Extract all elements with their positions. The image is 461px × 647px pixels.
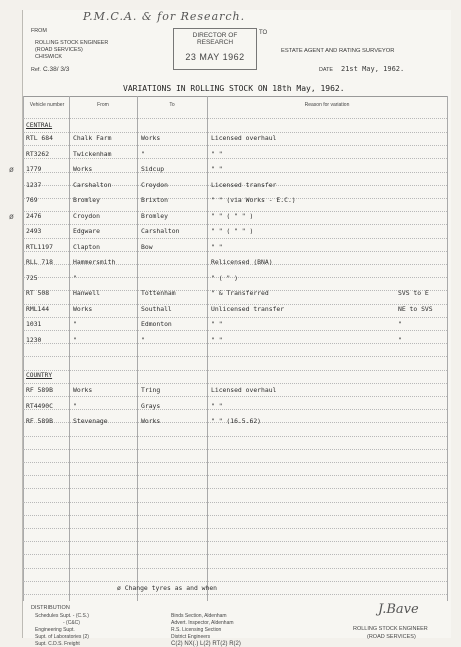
row-rule (23, 436, 447, 437)
cell-from: Bromley (73, 196, 100, 204)
cell-vehicle: RF 589B (26, 417, 53, 425)
signature: J.Bave (378, 602, 419, 617)
from-line-1: ROLLING STOCK ENGINEER (35, 40, 109, 46)
cell-from: Twickenham (73, 149, 112, 158)
cell-reason: " " (211, 165, 223, 173)
row-rule (23, 145, 447, 146)
page-title: VARIATIONS IN ROLLING STOCK ON 18th May, 1962. (123, 84, 345, 93)
row-rule (23, 541, 447, 542)
distribution-line-4: Supt. of Laboratories (2) (35, 634, 89, 640)
cell-from: Clapton (73, 242, 100, 251)
date-value: 21st May, 1962. (341, 65, 405, 73)
cell-mark: ø (9, 165, 14, 174)
row-rule (23, 224, 447, 225)
row-rule (23, 409, 447, 410)
row-rule (23, 502, 447, 503)
cell-from: Works (73, 304, 93, 313)
distribution-line-6: Binds Section, Aldenham (171, 613, 227, 619)
distribution-line-7: Advert. Inspector, Aldenham (171, 620, 234, 626)
cell-reason: " & Transferred (211, 289, 269, 297)
stamp-date: 23 MAY 1962 (185, 52, 245, 62)
cell-vehicle: 725 (26, 273, 38, 282)
cell-to: Edmonton (141, 320, 172, 328)
cell-vehicle: RT3262 (26, 149, 50, 158)
memo-page (9, 10, 451, 647)
distribution-codes: C(2) NX(.) L(2) RT(2) R(2) (171, 641, 241, 647)
cell-to: Southall (141, 304, 172, 313)
cell-reason: " " (211, 149, 223, 158)
received-stamp (173, 28, 257, 70)
cell-from: Croydon (73, 211, 100, 220)
row-rule (23, 317, 447, 318)
distribution-line-2: - (C&C) (63, 620, 80, 626)
row-rule (23, 330, 447, 331)
row-rule (23, 238, 447, 239)
cell-reason: " ( " ) (211, 273, 238, 282)
cell-vehicle: 2476 (26, 211, 42, 220)
cell-vehicle: 1230 (26, 335, 42, 344)
cell-to: " (141, 335, 145, 344)
column-header-vehicle: Vehicle number (29, 102, 65, 108)
distribution-line-5: Supt. C.D.S. Freight (35, 641, 80, 647)
cell-vehicle: 769 (26, 196, 38, 204)
cell-from: Hanwell (73, 289, 100, 297)
table-right-border (447, 96, 448, 601)
row-rule (23, 462, 447, 463)
cell-extra: NE to SVS (398, 304, 433, 313)
cell-from: Edgware (73, 227, 100, 235)
cell-from: " (73, 320, 77, 328)
distribution-label: DISTRIBUTION (31, 605, 70, 611)
cell-to: Works (141, 134, 161, 142)
row-rule (23, 251, 447, 252)
section-country: COUNTRY (26, 372, 53, 379)
cell-vehicle: RF 589B (26, 386, 53, 394)
cell-to: Croydon (141, 180, 168, 189)
cell-extra: " (398, 335, 402, 344)
column-header-from: From (97, 102, 109, 108)
cell-reason: " " (211, 242, 223, 251)
cell-vehicle: RML144 (26, 304, 50, 313)
cell-to: Bromley (141, 211, 168, 220)
stamp-line-2: RESEARCH (196, 39, 234, 46)
cell-reason: " " ( " " ) (211, 211, 254, 220)
row-rule (23, 581, 447, 582)
cell-reason: " " (16.5.62) (211, 417, 262, 425)
cell-reason: Relicensed (BNA) (211, 258, 273, 266)
row-rule (23, 396, 447, 397)
cell-mark: ø (9, 211, 14, 221)
cell-from: Works (73, 386, 93, 394)
footnote: ø Change tyres as and when (117, 584, 218, 592)
cell-vehicle: 2493 (26, 227, 42, 235)
row-rule (23, 475, 447, 476)
cell-to: Works (141, 417, 161, 425)
row-rule (23, 449, 447, 450)
cell-to: Grays (141, 401, 161, 410)
cell-extra: " (398, 320, 402, 328)
ref-value: C.38/ 3/3 (43, 66, 70, 73)
row-rule (23, 594, 447, 595)
cell-from: Chalk Farm (73, 134, 112, 142)
cell-vehicle: RT 508 (26, 289, 50, 297)
from-label: FROM (31, 28, 47, 34)
signatory-line-1: ROLLING STOCK ENGINEER (353, 626, 428, 632)
cell-to: Tottenham (141, 289, 176, 297)
row-rule (23, 132, 447, 133)
row-rule (23, 515, 447, 516)
row-rule (23, 528, 447, 529)
cell-reason: Unlicensed transfer (211, 304, 285, 313)
cell-to: Carshalton (141, 227, 180, 235)
cell-vehicle: 1237 (26, 180, 42, 189)
cell-to: Brixton (141, 196, 168, 204)
cell-extra: SVS to E (398, 289, 429, 297)
cell-reason: Licensed overhaul (211, 386, 277, 394)
cell-reason: " " (211, 320, 223, 328)
cell-vehicle: RTL 684 (26, 134, 53, 142)
distribution-line-1: Schedules Supt. - (C.S.) (35, 613, 89, 619)
from-line-3: CHISWICK (35, 54, 62, 60)
cell-to: Tring (141, 386, 161, 394)
cell-from: " (73, 335, 77, 344)
stamp-line-1: DIRECTOR OF (192, 32, 238, 39)
row-rule (23, 383, 447, 384)
to-label: TO (259, 30, 268, 36)
section-central: CENTRAL (26, 122, 53, 129)
cell-to: Sidcup (141, 165, 165, 173)
cell-reason: " " ( " " ) (211, 227, 254, 235)
cell-from: Works (73, 165, 93, 173)
row-rule (23, 118, 447, 119)
signatory-line-2: (ROAD SERVICES) (367, 634, 416, 640)
ref-label: Ref. (31, 67, 41, 73)
to-value: ESTATE AGENT AND RATING SURVEYOR (281, 48, 395, 54)
row-rule (23, 356, 447, 357)
cell-reason: Licensed overhaul (211, 134, 277, 142)
cell-from: Stevenage (73, 417, 108, 425)
date-label: DATE (319, 67, 333, 73)
handwritten-note: P.M.C.A. & for Research. (83, 10, 246, 23)
row-rule (23, 488, 447, 489)
distribution-line-9: District Engineers (171, 634, 211, 640)
cell-from: " (73, 401, 77, 410)
row-rule (23, 158, 447, 159)
cell-from: Hammersmith (73, 258, 116, 266)
cell-reason: " " (211, 401, 223, 410)
cell-vehicle: 1031 (26, 320, 42, 328)
from-line-2: (ROAD SERVICES) (35, 47, 83, 53)
cell-reason: Licensed transfer (211, 180, 277, 189)
row-rule (23, 554, 447, 555)
cell-vehicle: RT4490C (26, 401, 53, 410)
column-header-reason: Reason for variation (304, 102, 350, 108)
cell-to: Bow (141, 242, 153, 251)
distribution-line-3: Engineering Supt. (35, 627, 75, 633)
row-rule (23, 568, 447, 569)
cell-reason: " " (211, 335, 223, 344)
cell-vehicle: 1779 (26, 165, 42, 173)
row-rule (23, 343, 447, 344)
cell-vehicle: RLL 718 (26, 258, 53, 266)
row-rule (23, 370, 447, 371)
column-header-to: To (169, 102, 175, 108)
cell-from: " (73, 273, 77, 282)
cell-vehicle: RTL1197 (26, 242, 53, 251)
cell-reason: " " (via Works - E.C.) (211, 196, 296, 204)
cell-from: Carshalton (73, 180, 112, 189)
cell-to: " (141, 149, 145, 158)
distribution-line-8: R.S. Licensing Section (171, 627, 222, 633)
